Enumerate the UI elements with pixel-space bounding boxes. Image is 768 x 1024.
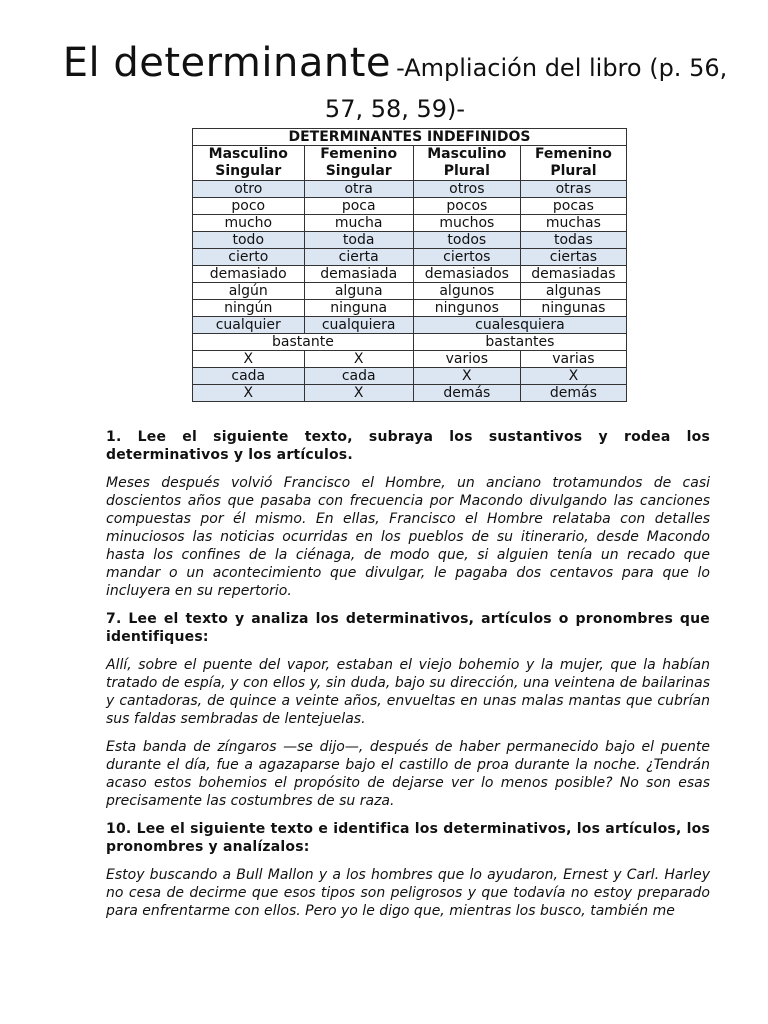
table-cell: ningún	[193, 300, 305, 317]
exercise-7-text-a: Allí, sobre el puente del vapor, estaban el viejo bohemio y la mujer, que la habían tratado de espía, y con ellos y, sin duda, bajo su dirección, una veintena de bailarinas y cantadoras, de quince a veinte años, envueltas en unas malas mantas que cubrían sus faldas sembradas de lentejuelas.	[106, 657, 710, 727]
page-title	[60, 40, 730, 131]
header-masc-sing: Masculino Singular	[193, 146, 305, 181]
table-cell: otro	[193, 181, 305, 198]
table-cell: todo	[193, 232, 305, 249]
table-cell: cierta	[304, 249, 413, 266]
table-cell: mucho	[193, 215, 305, 232]
table-cell: pocas	[520, 198, 626, 215]
table-cell: demasiado	[193, 266, 305, 283]
table-row	[193, 351, 627, 368]
header-fem-sing: Femenino Singular	[304, 146, 413, 181]
table-cell: cada	[304, 368, 413, 385]
exercise-7-prompt: 7. Lee el texto y analiza los determinativos, artículos o pronombres que identifiques:	[106, 611, 710, 645]
exercise-10-prompt: 10. Lee el siguiente texto e identifica los determinativos, los artículos, los pronombres y analízalos:	[106, 821, 710, 855]
table-cell: algún	[193, 283, 305, 300]
indefinite-determiners-table	[192, 128, 627, 402]
table-cell: X	[304, 385, 413, 402]
table-cell: X	[520, 368, 626, 385]
table-cell: ciertos	[413, 249, 520, 266]
table-cell: demasiada	[304, 266, 413, 283]
table-row	[193, 249, 627, 266]
table-cell: X	[193, 351, 305, 368]
exercise-7-text-b: Esta banda de zíngaros —se dijo—, después de haber permanecido bajo el puente durante el día, fue a agazaparse bajo el castillo de proa durante la noche. ¿Tendrán acaso estos bohemios el propósito de dejarse ver lo menos posible? No son esas precisamente las costumbres de su raza.	[106, 739, 710, 809]
title-main: El determinante	[62, 40, 391, 86]
table-cell: muchas	[520, 215, 626, 232]
table-cell: demás	[413, 385, 520, 402]
table-cell: X	[193, 385, 305, 402]
table-row	[193, 317, 627, 334]
table-cell: ningunas	[520, 300, 626, 317]
table-cell: bastantes	[413, 334, 626, 351]
table-cell: pocos	[413, 198, 520, 215]
table-cell: otros	[413, 181, 520, 198]
table-cell: varios	[413, 351, 520, 368]
table-row	[193, 198, 627, 215]
table-cell: cualesquiera	[413, 317, 626, 334]
table-cell: cualquiera	[304, 317, 413, 334]
table-cell: ningunos	[413, 300, 520, 317]
table-row	[193, 232, 627, 249]
table-caption: DETERMINANTES INDEFINIDOS	[193, 129, 627, 146]
table-cell: X	[304, 351, 413, 368]
table-cell: todos	[413, 232, 520, 249]
table-cell: otra	[304, 181, 413, 198]
table-row	[193, 334, 627, 351]
table-cell: ciertas	[520, 249, 626, 266]
table-row	[193, 368, 627, 385]
table-row	[193, 283, 627, 300]
table-cell: demasiados	[413, 266, 520, 283]
table-cell: mucha	[304, 215, 413, 232]
table-cell: otras	[520, 181, 626, 198]
exercise-10-text: Estoy buscando a Bull Mallon y a los hombres que lo ayudaron, Ernest y Carl. Harley no cesa de decirme que esos tipos son peligrosos y que todavía no estoy preparado para enfrentarme con ellos. Pero yo le digo que, mientras los busco, también me	[106, 867, 710, 919]
table-cell: cierto	[193, 249, 305, 266]
exercises	[106, 428, 710, 930]
table-cell: poco	[193, 198, 305, 215]
table-cell: algunas	[520, 283, 626, 300]
table-cell: muchos	[413, 215, 520, 232]
table-cell: demás	[520, 385, 626, 402]
table-cell: bastante	[193, 334, 414, 351]
table-row	[193, 215, 627, 232]
exercise-1-text: Meses después volvió Francisco el Hombre, un anciano trotamundos de casi doscientos años que pasaba con frecuencia por Macondo divulgando las canciones compuestas por él mismo. En ellas, Francisco el Hombre relataba con detalles minuciosos las noticias ocurridas en los pueblos de su itinerario, desde Macondo hasta los confines de la ciénaga, de modo que, si alguien tenía un recado que mandar o un acontecimiento que divulgar, le pagaba dos centavos para que lo incluyera en su repertorio.	[106, 475, 710, 599]
header-masc-plur: Masculino Plural	[413, 146, 520, 181]
table-cell: ninguna	[304, 300, 413, 317]
table-cell: cualquier	[193, 317, 305, 334]
table-cell: poca	[304, 198, 413, 215]
title-subtitle: -Ampliación del libro (p. 56, 57, 58, 59)-	[324, 54, 728, 123]
table-row	[193, 181, 627, 198]
table-cell: cada	[193, 368, 305, 385]
table-cell: todas	[520, 232, 626, 249]
table-cell: demasiadas	[520, 266, 626, 283]
table-cell: toda	[304, 232, 413, 249]
table-cell: algunos	[413, 283, 520, 300]
table-row	[193, 266, 627, 283]
table-row	[193, 300, 627, 317]
table-cell: varias	[520, 351, 626, 368]
table-cell: X	[413, 368, 520, 385]
table-row	[193, 385, 627, 402]
header-fem-plur: Femenino Plural	[520, 146, 626, 181]
table-cell: alguna	[304, 283, 413, 300]
exercise-1-prompt: 1. Lee el siguiente texto, subraya los sustantivos y rodea los determinativos y los artículos.	[106, 429, 710, 463]
